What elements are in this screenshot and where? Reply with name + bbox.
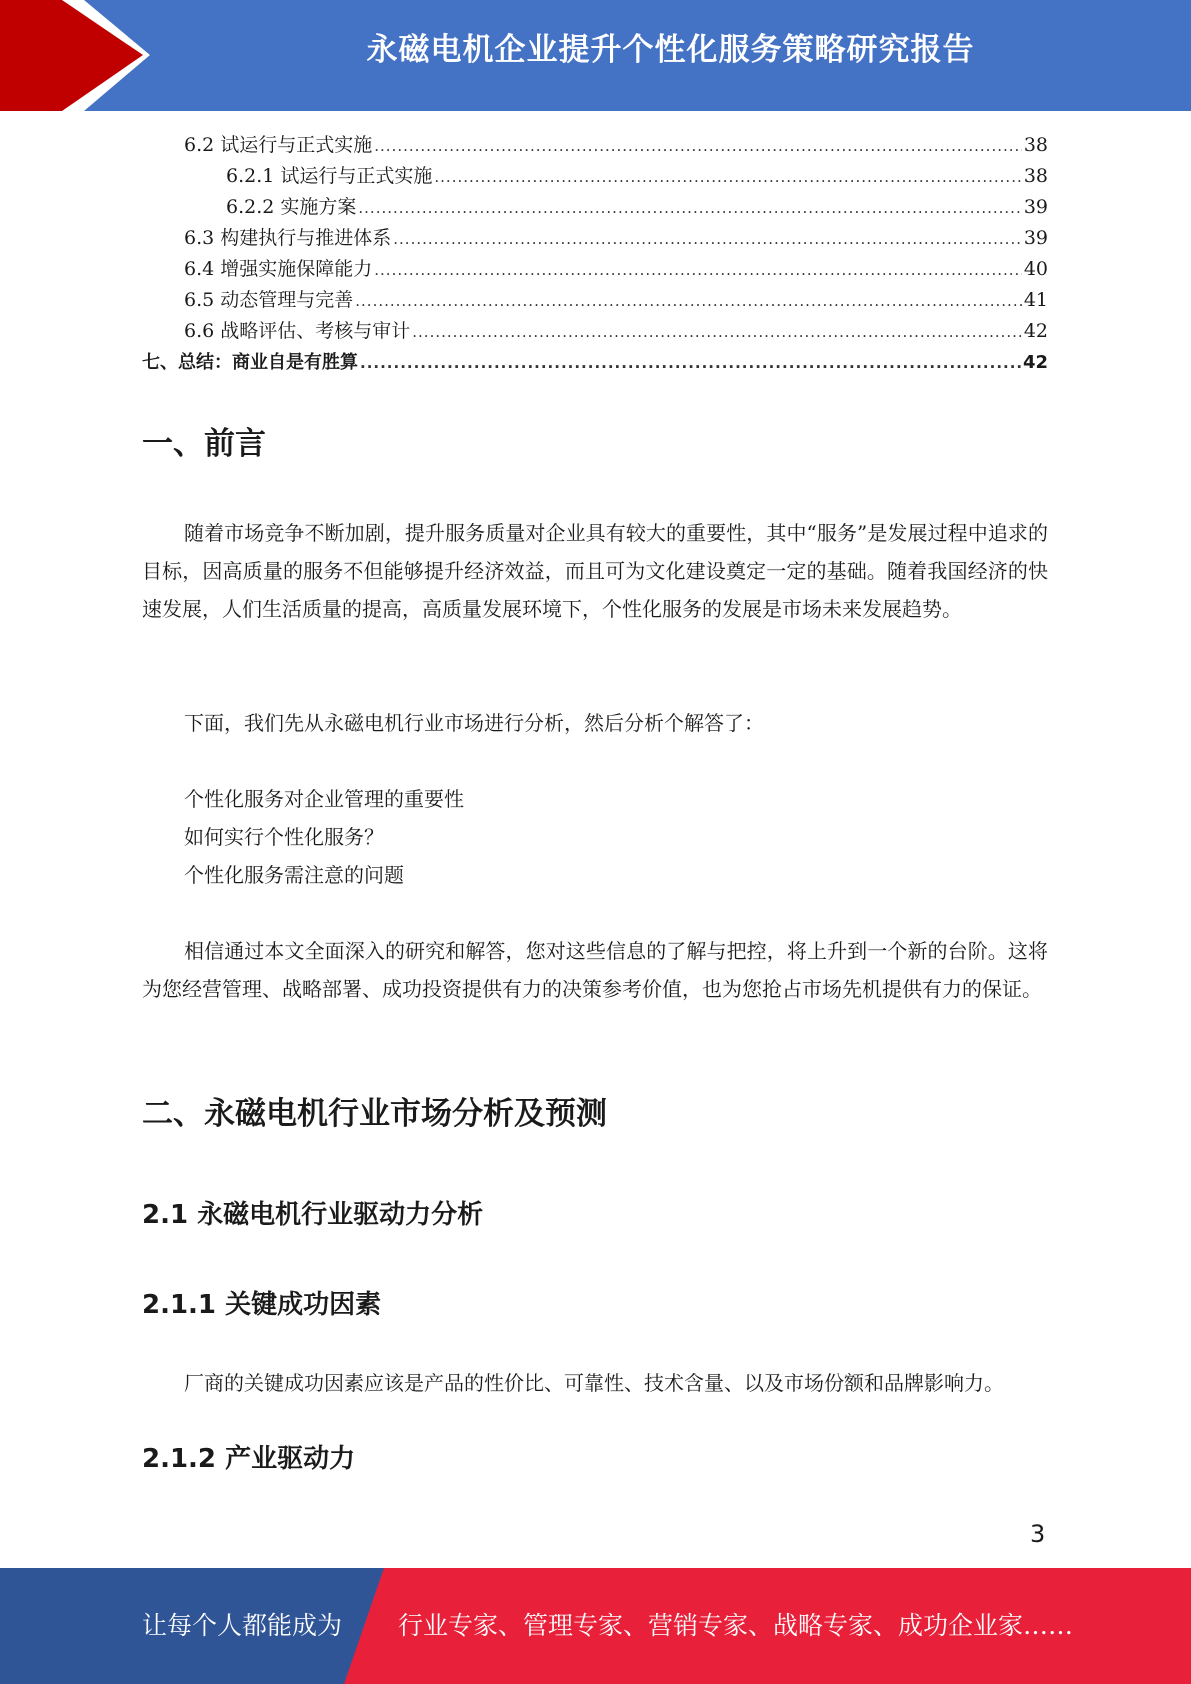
toc-page: 38 bbox=[1023, 165, 1048, 187]
toc-entry[interactable] bbox=[142, 347, 1048, 378]
toc-label: 6.2 试运行与正式实施 bbox=[184, 134, 373, 156]
list-item: 个性化服务需注意的问题 bbox=[184, 863, 404, 887]
list-item: 如何实行个性化服务？ bbox=[184, 825, 384, 849]
subsection-heading: 2.1.2 产业驱动力 bbox=[142, 1444, 356, 1474]
toc-page: 38 bbox=[1023, 134, 1048, 156]
toc-leader bbox=[412, 317, 1022, 348]
toc-label: 6.2.1 试运行与正式实施 bbox=[226, 165, 433, 187]
toc-leader bbox=[434, 162, 1021, 193]
paragraph: 随着市场竞争不断加剧，提升服务质量对企业具有较大的重要性，其中“服务”是发展过程中追求的目标，因高质量的服务不但能够提升经济效益，而且可为文化建设奠定一定的基础。随着我国经济的快速发展，人们生活质量的提高，高质量发展环境下，个性化服务的发展是市场未来发展趋势。 bbox=[142, 521, 1048, 621]
paragraph: 下面，我们先从永磁电机行业市场进行分析，然后分析个解答了： bbox=[184, 711, 764, 735]
page-footer bbox=[0, 1568, 1191, 1684]
subsection-heading: 2.1 永磁电机行业驱动力分析 bbox=[142, 1200, 484, 1230]
toc-leader bbox=[374, 255, 1022, 286]
toc-label: 6.3 构建执行与推进体系 bbox=[184, 227, 392, 249]
toc-label: 6.4 增强实施保障能力 bbox=[184, 258, 373, 280]
toc-label: 6.2.2 实施方案 bbox=[226, 196, 357, 218]
section-heading: 一、前言 bbox=[142, 426, 266, 462]
page-number: 3 bbox=[1030, 1520, 1046, 1548]
document-title: 永磁电机企业提升个性化服务策略研究报告 bbox=[366, 32, 975, 68]
toc-leader bbox=[355, 286, 1022, 317]
toc-entry[interactable] bbox=[142, 130, 1048, 161]
toc-page: 42 bbox=[1023, 320, 1048, 342]
toc-leader bbox=[360, 348, 1021, 379]
toc-label: 6.6 战略评估、考核与审计 bbox=[184, 320, 411, 342]
toc-leader bbox=[393, 224, 1022, 255]
toc-page: 42 bbox=[1022, 352, 1048, 373]
toc-entry[interactable] bbox=[142, 254, 1048, 285]
paragraph: 相信通过本文全面深入的研究和解答，您对这些信息的了解与把控，将上升到一个新的台阶。这将为您经营管理、战略部署、成功投资提供有力的决策参考价值，也为您抢占市场先机提供有力的保证。 bbox=[142, 939, 1048, 1001]
toc-entry[interactable] bbox=[142, 161, 1048, 192]
toc-leader bbox=[358, 193, 1021, 224]
footer-slogan-left: 让每个人都能成为 bbox=[142, 1611, 343, 1640]
section-heading: 二、永磁电机行业市场分析及预测 bbox=[142, 1096, 607, 1132]
toc-entry[interactable] bbox=[142, 223, 1048, 254]
toc-page: 39 bbox=[1023, 196, 1048, 218]
footer-slogan-right: 行业专家、管理专家、营销专家、战略专家、成功企业家…… bbox=[398, 1611, 1074, 1640]
toc-page: 41 bbox=[1023, 289, 1048, 311]
toc-entry[interactable] bbox=[142, 316, 1048, 347]
table-of-contents bbox=[142, 130, 1048, 378]
toc-page: 40 bbox=[1023, 258, 1048, 280]
subsection-heading: 2.1.1 关键成功因素 bbox=[142, 1290, 382, 1320]
toc-label: 七、总结：商业自是有胜算 bbox=[142, 352, 358, 373]
toc-entry[interactable] bbox=[142, 285, 1048, 316]
toc-label: 6.5 动态管理与完善 bbox=[184, 289, 354, 311]
toc-page: 39 bbox=[1023, 227, 1048, 249]
list-item: 个性化服务对企业管理的重要性 bbox=[184, 787, 464, 811]
toc-entry[interactable] bbox=[142, 192, 1048, 223]
toc-leader bbox=[374, 131, 1022, 162]
paragraph: 厂商的关键成功因素应该是产品的性价比、可靠性、技术含量、以及市场份额和品牌影响力。 bbox=[184, 1371, 1004, 1395]
page-header bbox=[0, 0, 1191, 111]
